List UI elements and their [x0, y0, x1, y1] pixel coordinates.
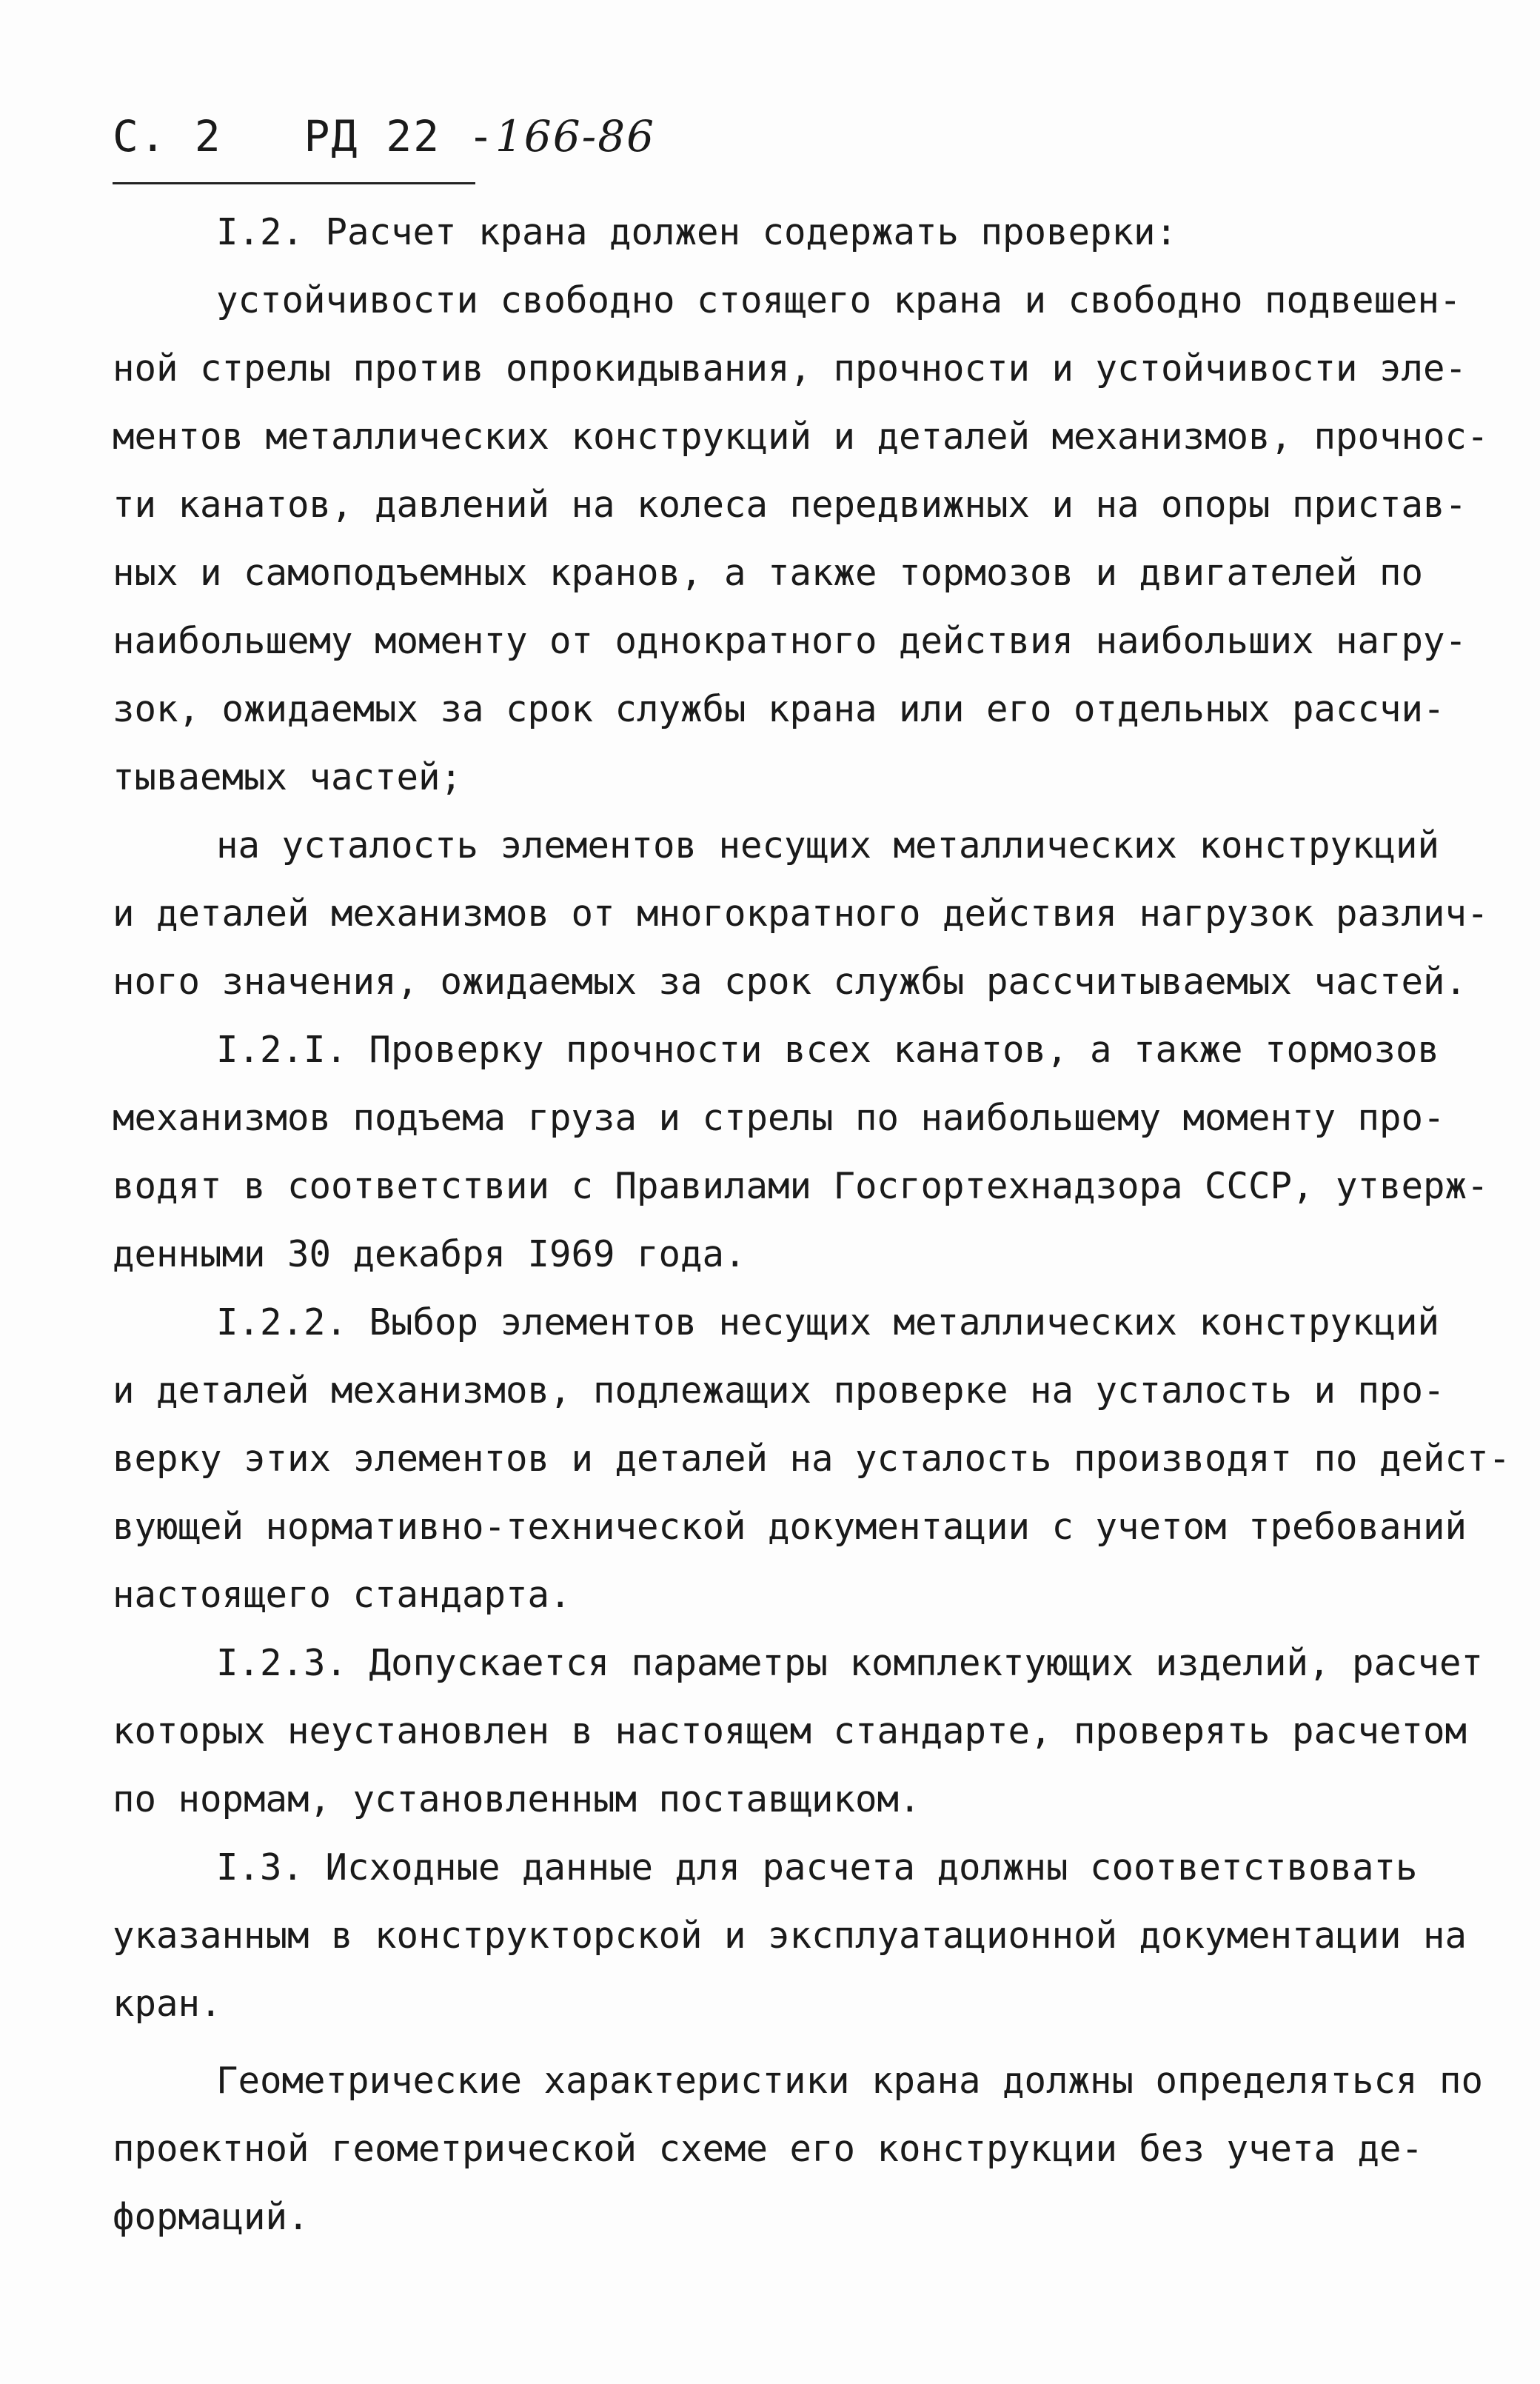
text-line: вующей нормативно-технической документации с учетом требований: [113, 1506, 1467, 1548]
paragraph-1-2-3: [113, 1629, 1484, 1834]
paragraph-1-2-1: [113, 1016, 1489, 1289]
text-line: І.3. Исходные данные для расчета должны соответствовать: [216, 1846, 1418, 1889]
paragraph-1-2-2: [113, 1289, 1511, 1629]
text-line: ной стрелы против опрокидывания, прочности и устойчивости эле-: [113, 347, 1467, 390]
text-line: указанным в конструкторской и эксплуатационной документации на: [113, 1914, 1467, 1957]
text-line: и деталей механизмов, подлежащих проверке на усталость и про-: [113, 1369, 1445, 1412]
text-line: механизмов подъема груза и стрелы по наибольшему моменту про-: [113, 1097, 1445, 1139]
paragraph-geometry: [113, 2047, 1484, 2251]
text-line: кран.: [113, 1983, 222, 2025]
text-line: денными 30 декабря І969 года.: [113, 1233, 746, 1275]
text-line: проектной геометрической схеме его конструкции без учета де-: [113, 2128, 1424, 2170]
text-line: ного значения, ожидаемых за срок службы рассчитываемых частей.: [113, 961, 1467, 1003]
text-line: настоящего стандарта.: [113, 1574, 572, 1616]
paragraph-1-2: [113, 198, 1438, 267]
body-text: [113, 198, 1511, 2251]
text-line: І.2.І. Проверку прочности всех канатов, а также тормозов: [216, 1029, 1440, 1071]
text-line: І.2.3. Допускается параметры комплектующих изделий, расчет: [216, 1642, 1484, 1684]
text-line: І.2.2. Выбор элементов несущих металлических конструкций: [216, 1301, 1440, 1343]
header-rule: [113, 182, 475, 184]
paragraph-1-3: [113, 1834, 1467, 2038]
text-line: тываемых частей;: [113, 756, 463, 798]
text-line: и деталей механизмов от многократного действия нагрузок различ-: [113, 892, 1489, 935]
paragraph-stability: [113, 267, 1489, 812]
text-line: на усталость элементов несущих металлических конструкций: [216, 824, 1440, 867]
page-number: С. 2: [113, 111, 222, 161]
page-header: [113, 111, 655, 161]
text-line: водят в соответствии с Правилами Госгортехнадзора СССР, утверж-: [113, 1165, 1489, 1207]
text-line: ментов металлических конструкций и деталей механизмов, прочнос-: [113, 415, 1489, 458]
text-line: зок, ожидаемых за срок службы крана или его отдельных рассчи-: [113, 688, 1445, 730]
text-line: устойчивости свободно стоящего крана и свободно подвешен-: [216, 279, 1462, 321]
text-line: формаций.: [113, 2196, 309, 2238]
document-code-handwritten: 166-86: [495, 111, 655, 161]
text-line: ных и самоподъемных кранов, а также тормозов и двигателей по: [113, 552, 1424, 594]
text-line: которых неустановлен в настоящем стандарте, проверять расчетом: [113, 1710, 1467, 1752]
text-line: ти канатов, давлений на колеса передвижных и на опоры пристав-: [113, 484, 1467, 526]
text-line: І.2. Расчет крана должен содержать проверки:: [216, 211, 1178, 253]
text-line: наибольшему моменту от однократного действия наибольших нагру-: [113, 620, 1467, 662]
text-line: верку этих элементов и деталей на усталость производят по дейст-: [113, 1438, 1511, 1480]
document-code: РД 22 -: [304, 111, 495, 161]
text-line: по нормам, установленным поставщиком.: [113, 1778, 921, 1820]
paragraph-fatigue: [113, 812, 1489, 1016]
text-line: Геометрические характеристики крана должны определяться по: [216, 2060, 1484, 2102]
